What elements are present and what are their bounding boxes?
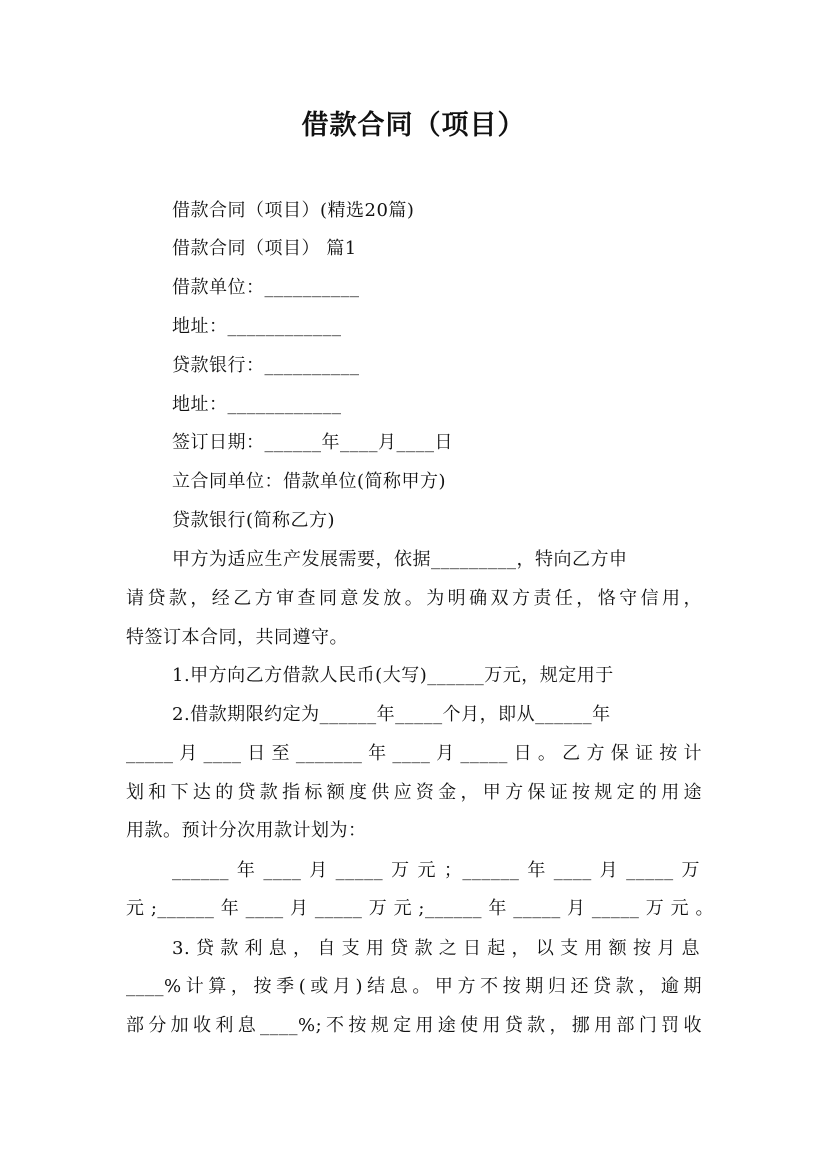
doc-line: 特签订本合同，共同遵守。	[126, 627, 348, 648]
doc-line: ______年____月_____万元；______年____月_____万	[172, 860, 700, 881]
doc-line: 立合同单位：借款单位(简称甲方)	[172, 471, 447, 492]
doc-line: 划和下达的贷款指标额度供应资金，甲方保证按规定的用途	[126, 782, 702, 803]
doc-line: 甲方为适应生产发展需要，依据_________，特向乙方申	[172, 549, 628, 570]
doc-line: _____月____日至_______年____月_____日。乙方保证按计	[126, 743, 702, 764]
doc-line: 1.甲方向乙方借款人民币(大写)______万元，规定用于	[172, 665, 614, 686]
doc-line: 地址：____________	[172, 316, 342, 337]
doc-line: 请贷款，经乙方审查同意发放。为明确双方责任，恪守信用，	[126, 588, 702, 609]
doc-line: 2.借款期限约定为______年_____个月，即从______年	[172, 704, 611, 725]
doc-line: 贷款银行：__________	[172, 355, 360, 376]
doc-line: 用款。预计分次用款计划为：	[126, 820, 367, 841]
doc-line: 元;______年____月_____万元;______年_____月_____万元。	[126, 898, 714, 919]
doc-line: 签订日期：______年____月____日	[172, 432, 453, 453]
doc-line: 部分加收利息____%;不按规定用途使用贷款，挪用部门罚收	[126, 1015, 702, 1036]
doc-line: 3.贷款利息，自支用贷款之日起，以支用额按月息	[172, 938, 700, 959]
doc-line: 借款合同（项目）(精选20篇)	[172, 200, 415, 221]
doc-line: 借款合同（项目） 篇1	[172, 238, 357, 259]
doc-line: ____%计算，按季(或月)结息。甲方不按期归还贷款，逾期	[126, 976, 702, 997]
doc-line: 借款单位：__________	[172, 277, 360, 298]
doc-line: 地址：____________	[172, 394, 342, 415]
doc-line: 贷款银行(简称乙方)	[172, 510, 336, 531]
document-title: 借款合同（项目）	[301, 110, 526, 141]
